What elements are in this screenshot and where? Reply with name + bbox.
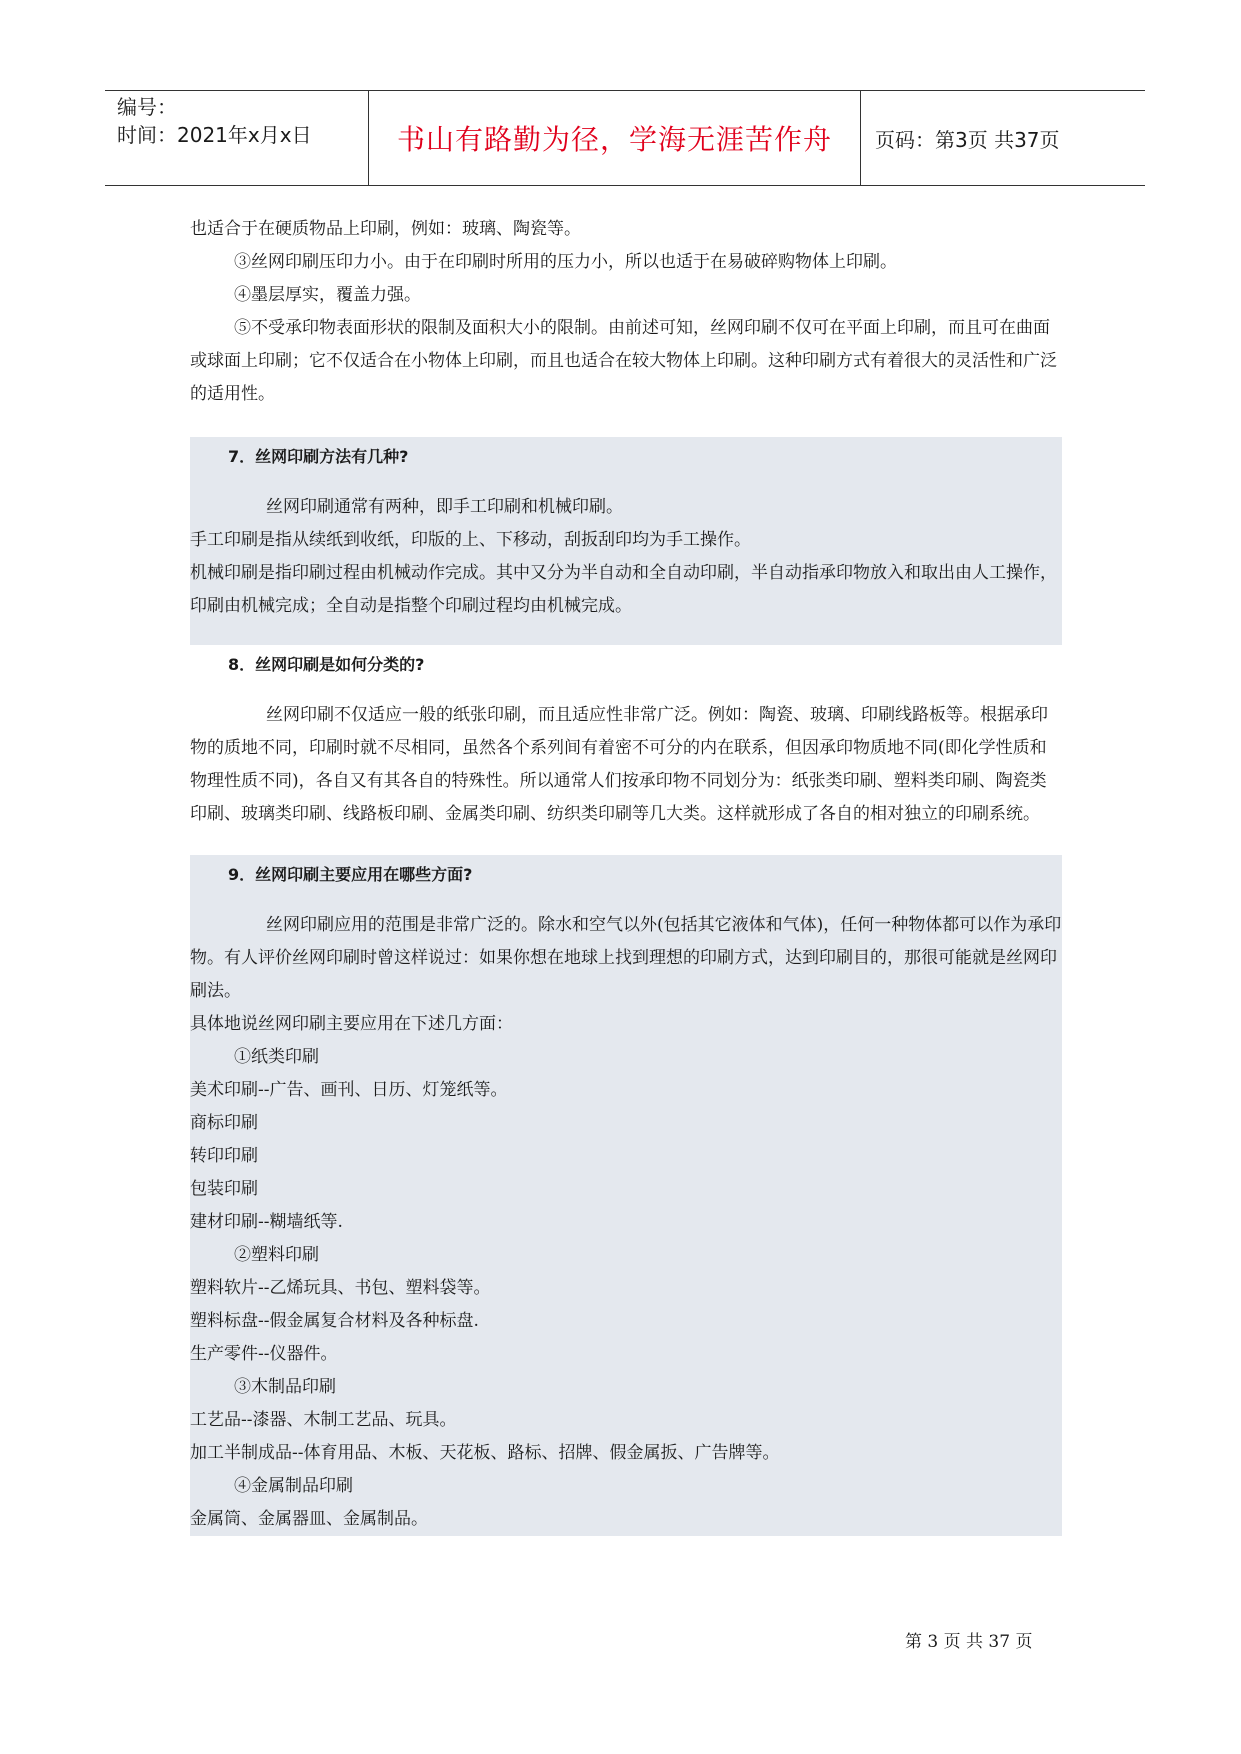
section-q7 [190, 437, 1062, 645]
list-item: 塑料标盘--假金属复合材料及各种标盘. [190, 1311, 479, 1331]
section-heading: 9．丝网印刷主要应用在哪些方面? [228, 865, 473, 884]
paragraph: ⑤不受承印物表面形状的限制及面积大小的限制。由前述可知，丝网印刷不仅可在平面上印刷，而且可在曲面或球面上印刷；它不仅适合在小物体上印刷，而且也适合在较大物体上印刷。这种印刷方式有着很大的灵活性和广泛的适用性。 [190, 318, 1057, 404]
section-heading: 8．丝网印刷是如何分类的? [228, 655, 425, 674]
list-item: 建材印刷--糊墙纸等. [190, 1212, 343, 1232]
list-item: 美术印刷--广告、画刊、日历、灯笼纸等。 [190, 1080, 508, 1100]
list-item: 生产零件--仪器件。 [190, 1344, 338, 1364]
document-time-label: 时间：2021年x月x日 [117, 123, 312, 147]
category-heading: ④金属制品印刷 [234, 1476, 353, 1496]
list-item: 工艺品--漆器、木制工艺品、玩具。 [190, 1410, 457, 1430]
list-item: 塑料软片--乙烯玩具、书包、塑料袋等。 [190, 1278, 491, 1298]
category-heading: ③木制品印刷 [234, 1377, 336, 1397]
paragraph: 也适合于在硬质物品上印刷，例如：玻璃、陶瓷等。 [190, 219, 581, 239]
section-q8 [190, 699, 1062, 831]
header-meta [105, 91, 369, 185]
list-item: 包装印刷 [190, 1179, 258, 1199]
list-item: 加工半制成品--体育用品、木板、天花板、路标、招牌、假金属扳、广告牌等。 [190, 1443, 780, 1463]
paragraph: 手工印刷是指从续纸到收纸，印版的上、下移动，刮扳刮印均为手工操作。 [190, 530, 751, 550]
paragraph: ③丝网印刷压印力小。由于在印刷时所用的压力小，所以也适于在易破碎购物体上印刷。 [234, 252, 897, 272]
list-item: 商标印刷 [190, 1113, 258, 1133]
paragraph: 机械印刷是指印刷过程由机械动作完成。其中又分为半自动和全自动印刷，半自动指承印物放入和取出由人工操作，印刷由机械完成；全自动是指整个印刷过程均由机械完成。 [190, 563, 1057, 616]
paragraph: 丝网印刷通常有两种，即手工印刷和机械印刷。 [266, 497, 623, 517]
list-item: 金属筒、金属器皿、金属制品。 [190, 1509, 428, 1529]
page-footer: 第 3 页 共 37 页 [905, 1632, 1033, 1652]
header-page-label: 页码：第3页 共37页 [875, 127, 1060, 152]
document-number-label: 编号： [117, 95, 177, 119]
document-body [190, 213, 1062, 1536]
paragraph: ④墨层厚实，覆盖力强。 [234, 285, 421, 305]
paragraph: 丝网印刷应用的范围是非常广泛的。除水和空气以外(包括其它液体和气体)，任何一种物体都可以作为承印物。有人评价丝网印刷时曾这样说过：如果你想在地球上找到理想的印刷方式，达到印刷目的，那很可能就是丝网印刷法。 [190, 915, 1062, 1001]
category-heading: ②塑料印刷 [234, 1245, 319, 1265]
list-item: 转印印刷 [190, 1146, 258, 1166]
page-header [105, 90, 1145, 186]
header-motto: 书山有路勤为径，学海无涯苦作舟 [369, 91, 861, 185]
section-q9 [190, 855, 1062, 1536]
paragraph: 丝网印刷不仅适应一般的纸张印刷，而且适应性非常广泛。例如：陶瓷、玻璃、印刷线路板等。根据承印物的质地不同，印刷时就不尽相同，虽然各个系列间有着密不可分的内在联系，但因承印物质地不同(即化学性质和物理性质不同)，各自又有其各自的特殊性。所以通常人们按承印物不同划分为：纸张类印刷、塑料类印刷、陶瓷类印刷、玻璃类印刷、线路板印刷、金属类印刷、纺织类印刷等几大类。这样就形成了各自的相对独立的印刷系统。 [190, 705, 1048, 824]
category-heading: ①纸类印刷 [234, 1047, 319, 1067]
paragraph: 具体地说丝网印刷主要应用在下述几方面： [190, 1014, 513, 1034]
section-heading: 7．丝网印刷方法有几种? [228, 447, 409, 466]
